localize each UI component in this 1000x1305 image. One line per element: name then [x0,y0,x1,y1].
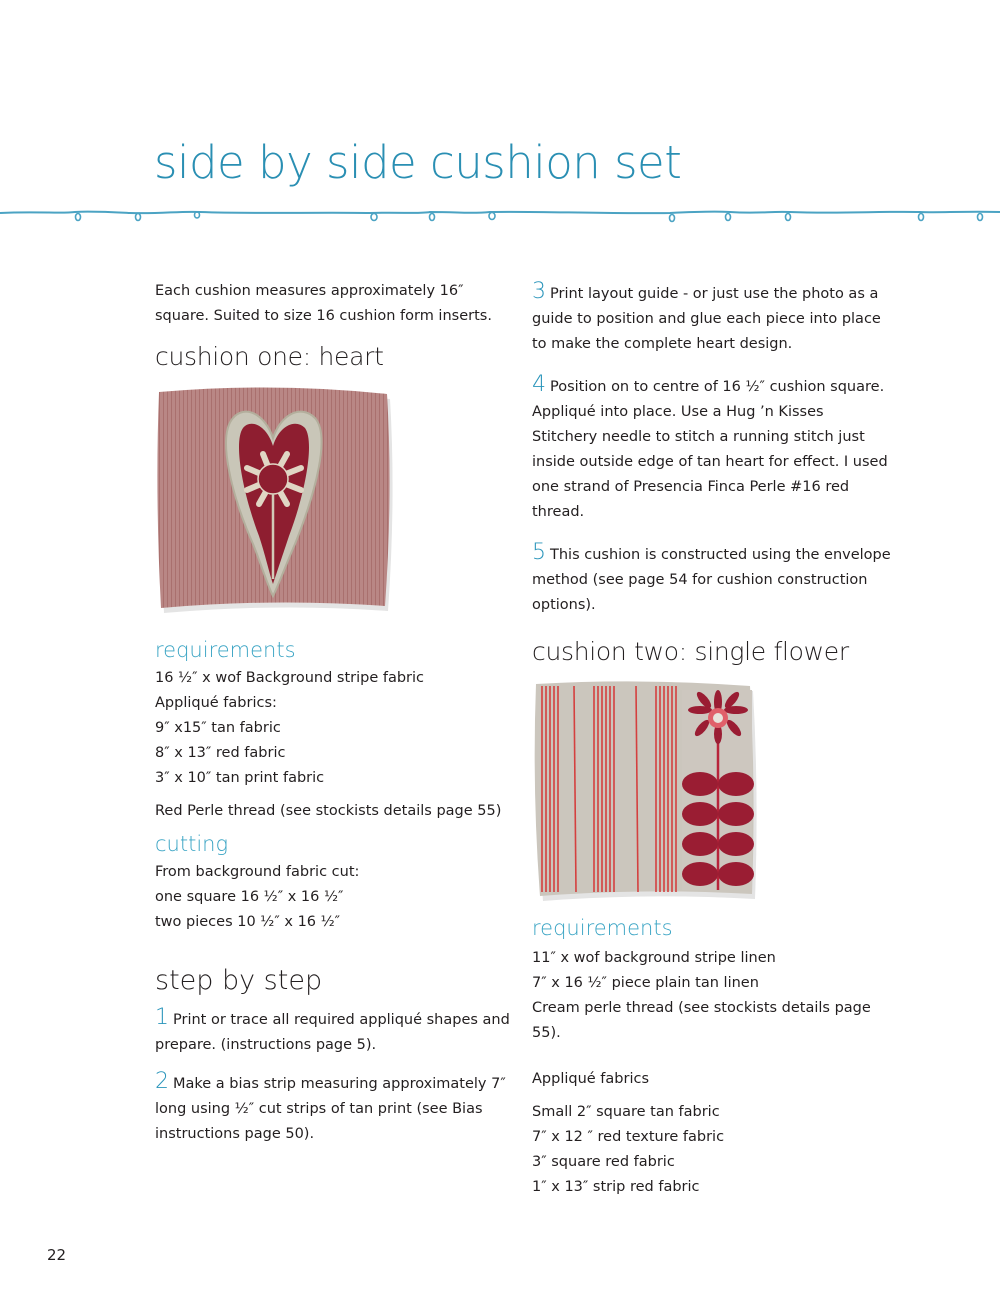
step-text: Print layout guide - or just use the photo as a guide to position and glue each piece into place to make the complete heart design. [532,286,881,352]
step-4 [532,372,892,525]
applique-item: 7″ x 12 ″ red texture fabric [532,1129,725,1145]
step-number: 4 [532,372,546,397]
step-2 [155,1069,510,1147]
cutting-list [155,860,510,935]
requirement-item: 9″ x15″ tan fabric [155,720,281,736]
requirement-item: 7″ x 16 ½″ piece plain tan linen [532,975,759,991]
applique-item: Small 2″ square tan fabric [532,1104,720,1120]
thread-note: Red Perle thread (see stockists details page 55) [155,803,502,819]
step-text: This cushion is constructed using the envelope method (see page 54 for cushion construction options). [532,547,891,613]
step-number: 3 [532,279,546,304]
page-title: side by side cushion set [154,136,682,189]
step-number: 2 [155,1069,169,1094]
step-1 [155,1005,510,1058]
requirements-heading-one: requirements [155,638,296,662]
requirement-item: 8″ x 13″ red fabric [155,745,286,761]
applique-item: 1″ x 13″ strip red fabric [532,1179,700,1195]
requirements-heading-two: requirements [532,916,673,940]
applique-fabrics-heading: Appliqué fabrics [532,1071,650,1087]
requirement-item: 16 ½″ x wof Background stripe fabric [155,670,425,686]
page-number: 22 [47,1246,67,1264]
requirement-item: Appliqué fabrics: [155,695,277,711]
requirement-item: 11″ x wof background stripe linen [532,950,776,966]
requirement-item: 3″ x 10″ tan print fabric [155,770,325,786]
step-number: 1 [155,1005,169,1030]
requirements-list-two [532,946,892,1046]
flower-cushion-photo [532,680,760,902]
cutting-heading: cutting [155,832,229,856]
intro-text: Each cushion measures approximately 16″ square. Suited to size 16 cushion form inserts. [155,283,492,324]
step-text: Make a bias strip measuring approximately 7″ long using ½″ cut strips of tan print (see Bias instructions page 50). [155,1076,506,1142]
cutting-item: From background fabric cut: [155,864,360,880]
step-3 [532,279,892,357]
requirements-list-one [155,666,510,791]
heart-cushion-photo [155,384,395,616]
cutting-item: one square 16 ½″ x 16 ½″ [155,889,344,905]
applique-list [532,1100,892,1200]
cutting-item: two pieces 10 ½″ x 16 ½″ [155,914,341,930]
left-column [155,279,510,1147]
cushion-one-heading: cushion one: heart [155,342,384,371]
applique-item: 3″ square red fabric [532,1154,675,1170]
requirement-item: Cream perle thread (see stockists details page 55). [532,1000,871,1041]
step-text: Print or trace all required appliqué shapes and prepare. (instructions page 5). [155,1012,510,1053]
cushion-two-heading: cushion two: single flower [532,637,849,666]
looped-thread-divider [0,200,1000,230]
step-5 [532,540,892,618]
step-by-step-heading: step by step [155,965,323,996]
right-column [532,279,892,1200]
step-text: Position on to centre of 16 ½″ cushion square. Appliqué into place. Use a Hug ’n Kisses Stitchery needle to stitch a running stitch just inside outside edge of tan heart for effect. I used one strand of Presencia Finca Perle #16 red thread. [532,379,888,520]
step-number: 5 [532,540,546,565]
